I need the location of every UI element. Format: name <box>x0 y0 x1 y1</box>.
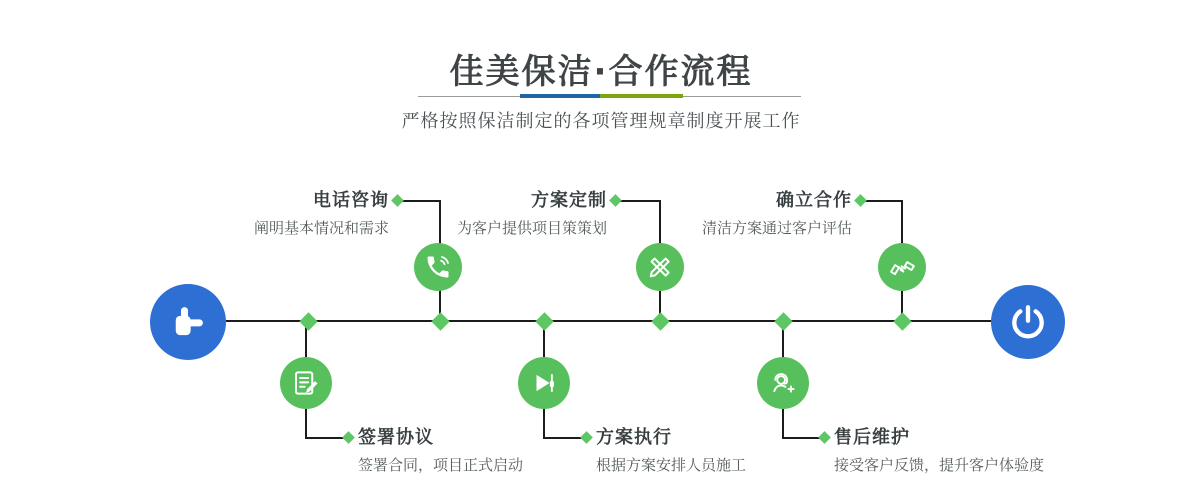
timeline-diamond <box>893 312 911 330</box>
power-icon <box>1008 302 1048 342</box>
phone-icon <box>424 253 452 281</box>
label-diamond <box>854 194 867 207</box>
step-title: 方案定制 <box>531 190 607 211</box>
step-circle-phone <box>414 243 462 291</box>
end-node <box>991 285 1065 359</box>
step-title: 确立合作 <box>776 190 852 211</box>
step-circle-handshake <box>878 243 926 291</box>
step-phone <box>179 190 389 238</box>
start-node <box>150 284 226 360</box>
page-title: 佳美保洁·合作流程 <box>449 52 753 92</box>
pencil-ruler-icon <box>646 253 674 281</box>
step-circle-aftersales <box>757 357 809 409</box>
divider-accent-green <box>600 94 683 98</box>
step-aftersales <box>834 427 1094 475</box>
step-title: 售后维护 <box>834 427 910 448</box>
step-title: 电话咨询 <box>313 190 389 211</box>
step-contract <box>358 427 618 475</box>
play-slider-icon <box>529 368 559 398</box>
page-subtitle: 严格按照保洁制定的各项管理规章制度开展工作 <box>401 111 801 132</box>
step-desc: 清洁方案通过客户评估 <box>701 219 852 237</box>
step-desc: 阐明基本情况和需求 <box>253 219 389 237</box>
step-cooperation <box>642 190 852 238</box>
timeline-diamond <box>299 312 317 330</box>
divider-accent-blue <box>520 94 600 98</box>
headset-icon <box>768 368 798 398</box>
step-title: 签署协议 <box>358 427 434 448</box>
step-circle-design <box>636 243 684 291</box>
timeline-diamond <box>774 312 792 330</box>
label-diamond <box>342 431 355 444</box>
step-desc: 接受客户反馈，提升客户体验度 <box>834 456 1045 474</box>
step-title: 方案执行 <box>596 427 672 448</box>
contract-icon <box>291 368 321 398</box>
handshake-icon <box>887 252 917 282</box>
step-desc: 根据方案安排人员施工 <box>596 456 747 474</box>
step-desc: 为客户提供项目策策划 <box>456 219 607 237</box>
step-execute <box>596 427 856 475</box>
timeline-diamond <box>431 312 449 330</box>
timeline-diamond <box>535 312 553 330</box>
timeline-diamond <box>651 312 669 330</box>
step-circle-contract <box>280 357 332 409</box>
step-circle-execute <box>518 357 570 409</box>
step-desc: 签署合同，项目正式启动 <box>358 456 524 474</box>
pointing-hand-icon <box>167 301 209 343</box>
label-diamond <box>609 194 622 207</box>
step-design <box>397 190 607 238</box>
timeline <box>226 320 992 322</box>
